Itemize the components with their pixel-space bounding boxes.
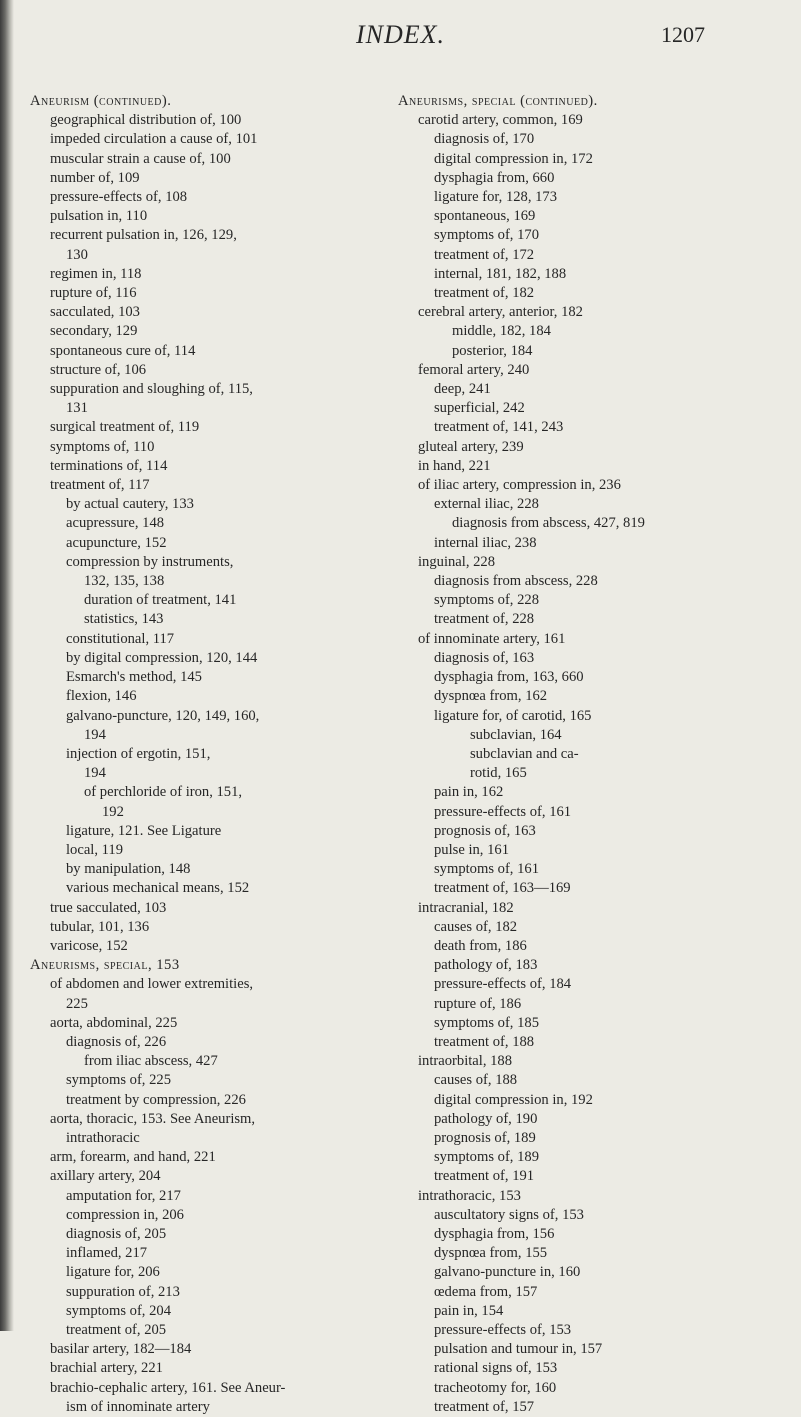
index-entry: pathology of, 183	[434, 957, 538, 974]
page-header	[0, 20, 801, 60]
index-entry: pulsation in, 110	[50, 208, 148, 225]
index-entry: rational signs of, 153	[434, 1360, 558, 1377]
index-entry: from iliac abscess, 427	[84, 1053, 218, 1070]
index-entry: aorta, thoracic, 153. See Aneurism,	[50, 1110, 256, 1127]
index-entry: treatment of, 188	[434, 1033, 535, 1050]
index-entry: spontaneous cure of, 114	[50, 342, 196, 359]
index-entry: treatment of, 157	[434, 1398, 535, 1415]
index-entry: sacculated, 103	[50, 304, 140, 321]
index-entry: treatment of, 117	[50, 477, 150, 494]
index-entry: ligature for, of carotid, 165	[434, 707, 592, 724]
index-entry: cerebral artery, anterior, 182	[418, 304, 583, 321]
index-entry: symptoms of, 228	[434, 592, 539, 609]
index-entry: brachial artery, 221	[50, 1360, 163, 1377]
index-entry: recurrent pulsation in, 126, 129,	[50, 227, 237, 244]
index-entry: secondary, 129	[50, 323, 138, 340]
index-entry: pressure-effects of, 153	[434, 1322, 572, 1338]
index-entry: symptoms of, 110	[50, 438, 155, 455]
index-entry: suppuration and sloughing of, 115,	[50, 381, 253, 398]
index-entry: diagnosis from abscess, 228	[434, 573, 598, 590]
index-entry: symptoms of, 185	[434, 1014, 539, 1031]
index-entry: pulse in, 161	[434, 841, 509, 858]
index-entry: treatment by compression, 226	[66, 1091, 246, 1108]
index-entry: symptoms of, 170	[434, 227, 539, 244]
index-entry: treatment of, 191	[434, 1168, 535, 1185]
index-entry: compression by instruments,	[66, 553, 234, 570]
index-entry: pulsation and tumour in, 157	[434, 1341, 603, 1358]
index-entry: muscular strain a cause of, 100	[50, 150, 231, 167]
index-entry: diagnosis of, 163	[434, 649, 535, 666]
index-entry: acupuncture, 152	[66, 534, 167, 551]
index-entry: arm, forearm, and hand, 221	[50, 1149, 216, 1166]
index-entry: subclavian, 164	[470, 726, 562, 743]
index-entry: subclavian and ca-	[470, 745, 579, 762]
index-entry: ligature for, 128, 173	[434, 189, 558, 206]
index-entry: inguinal, 228	[418, 553, 496, 570]
index-entry: aorta, abdominal, 225	[50, 1014, 178, 1031]
index-entry: diagnosis of, 226	[66, 1033, 167, 1050]
index-entry: superficial, 242	[434, 400, 525, 417]
index-entry: brachio-cephalic artery, 161. See Aneur-	[50, 1379, 286, 1396]
index-entry: intrathoracic	[66, 1129, 140, 1146]
index-entry: injection of ergotin, 151,	[66, 745, 211, 762]
index-entry: auscultatory signs of, 153	[434, 1206, 584, 1223]
index-entry: œdema from, 157	[434, 1283, 538, 1300]
index-entry: tubular, 101, 136	[50, 918, 150, 935]
index-entry: intraorbital, 188	[418, 1053, 513, 1070]
index-entry: diagnosis of, 205	[66, 1225, 167, 1242]
index-entry: by actual cautery, 133	[66, 496, 194, 513]
index-entry: impeded circulation a cause of, 101	[50, 131, 258, 148]
index-entry: death from, 186	[434, 937, 527, 954]
index-entry: local, 119	[66, 841, 124, 858]
page-number: 1207	[661, 22, 705, 47]
index-entry: 194	[84, 765, 106, 782]
index-entry: treatment of, 205	[66, 1322, 167, 1338]
index-entry: ligature, 121. See Ligature	[66, 822, 222, 839]
index-heading: Aneurisms, special (continued).	[398, 93, 598, 109]
index-entry: rotid, 165	[470, 765, 527, 782]
index-entry: external iliac, 228	[434, 496, 539, 513]
index-entry: causes of, 188	[434, 1072, 518, 1089]
index-entry: treatment of, 172	[434, 246, 535, 263]
index-entry: compression in, 206	[66, 1206, 184, 1223]
index-entry: pain in, 154	[434, 1302, 504, 1319]
index-entry: diagnosis of, 170	[434, 131, 535, 148]
index-entry: treatment of, 141, 243	[434, 419, 564, 436]
page-title: INDEX.	[355, 20, 446, 49]
index-entry: treatment of, 182	[434, 285, 535, 302]
index-entry: prognosis of, 163	[434, 822, 536, 839]
index-entry: spontaneous, 169	[434, 208, 536, 225]
index-entry: rupture of, 186	[434, 995, 522, 1012]
index-entry: various mechanical means, 152	[66, 880, 250, 897]
index-entry: basilar artery, 182—184	[50, 1341, 192, 1358]
index-entry: constitutional, 117	[66, 630, 175, 647]
index-entry: symptoms of, 189	[434, 1149, 539, 1166]
index-entry: digital compression in, 172	[434, 150, 593, 167]
index-entry: axillary artery, 204	[50, 1168, 161, 1185]
index-entry: suppuration of, 213	[66, 1283, 180, 1300]
index-entry: acupressure, 148	[66, 515, 165, 532]
index-entry: true sacculated, 103	[50, 899, 167, 916]
index-entry: duration of treatment, 141	[84, 592, 237, 609]
index-entry: dysphagia from, 156	[434, 1225, 555, 1242]
index-entry: flexion, 146	[66, 688, 137, 705]
index-entry: regimen in, 118	[50, 265, 142, 282]
index-entry: galvano-puncture in, 160	[434, 1264, 581, 1281]
index-entry: Esmarch's method, 145	[66, 669, 202, 686]
index-entry: posterior, 184	[452, 342, 533, 359]
index-entry: digital compression in, 192	[434, 1091, 593, 1108]
index-entry: in hand, 221	[418, 457, 491, 474]
index-entry: 132, 135, 138	[84, 573, 165, 590]
index-entry: terminations of, 114	[50, 457, 168, 474]
index-entry: of iliac artery, compression in, 236	[418, 477, 621, 494]
index-entry: galvano-puncture, 120, 149, 160,	[66, 707, 260, 724]
index-entry: varicose, 152	[50, 937, 128, 954]
index-entry: 194	[84, 726, 106, 743]
index-entry: femoral artery, 240	[418, 361, 530, 378]
index-entry: 131	[66, 400, 88, 417]
index-entry: of innominate artery, 161	[418, 630, 566, 647]
index-entry: carotid artery, common, 169	[418, 112, 583, 129]
index-entry: ligature for, 206	[66, 1264, 160, 1281]
index-entry: pressure-effects of, 161	[434, 803, 572, 820]
book-spine-shadow	[0, 0, 14, 1331]
index-entry: causes of, 182	[434, 918, 518, 935]
index-entry: by manipulation, 148	[66, 861, 191, 878]
index-entry: amputation for, 217	[66, 1187, 181, 1204]
index-entry: gluteal artery, 239	[418, 438, 524, 455]
index-entry: dysphagia from, 163, 660	[434, 669, 584, 686]
index-entry: geographical distribution of, 100	[50, 112, 242, 129]
index-entry: internal, 181, 182, 188	[434, 265, 567, 282]
index-entry: pain in, 162	[434, 784, 504, 801]
index-entry: treatment of, 228	[434, 611, 535, 628]
index-entry: 225	[66, 995, 88, 1012]
index-entry: 130	[66, 246, 88, 263]
index-entry: symptoms of, 225	[66, 1072, 171, 1089]
index-entry: by digital compression, 120, 144	[66, 649, 258, 666]
index-entry: surgical treatment of, 119	[50, 419, 200, 436]
index-heading: Aneurisms, special, 153	[30, 957, 180, 974]
index-entry: tracheotomy for, 160	[434, 1379, 557, 1396]
index-entry: of perchloride of iron, 151,	[84, 784, 243, 801]
index-entry: middle, 182, 184	[452, 323, 551, 340]
index-entry: internal iliac, 238	[434, 534, 537, 551]
index-entry: of abdomen and lower extremities,	[50, 976, 254, 993]
index-entry: statistics, 143	[84, 611, 164, 628]
index-entry: symptoms of, 204	[66, 1302, 171, 1319]
index-entry: pressure-effects of, 184	[434, 976, 572, 993]
index-entry: ism of innominate artery	[66, 1398, 210, 1415]
index-column-right	[398, 92, 778, 1417]
index-entry: pressure-effects of, 108	[50, 189, 188, 206]
index-entry: dyspnœa from, 162	[434, 688, 548, 705]
index-entry: diagnosis from abscess, 427, 819	[452, 515, 645, 532]
index-column-left	[30, 92, 375, 1417]
index-entry: dysphagia from, 660	[434, 169, 555, 186]
index-entry: prognosis of, 189	[434, 1129, 536, 1146]
index-entry: pathology of, 190	[434, 1110, 538, 1127]
index-entry: symptoms of, 161	[434, 861, 539, 878]
index-entry: dyspnœa from, 155	[434, 1245, 548, 1262]
index-entry: treatment of, 163—169	[434, 880, 571, 897]
index-entry: deep, 241	[434, 381, 491, 398]
index-entry: inflamed, 217	[66, 1245, 148, 1262]
index-entry: structure of, 106	[50, 361, 147, 378]
index-entry: 192	[102, 803, 124, 820]
index-entry: intracranial, 182	[418, 899, 514, 916]
index-entry: rupture of, 116	[50, 285, 137, 302]
index-heading: Aneurism (continued).	[30, 93, 172, 109]
index-entry: number of, 109	[50, 169, 140, 186]
index-entry: intrathoracic, 153	[418, 1187, 521, 1204]
